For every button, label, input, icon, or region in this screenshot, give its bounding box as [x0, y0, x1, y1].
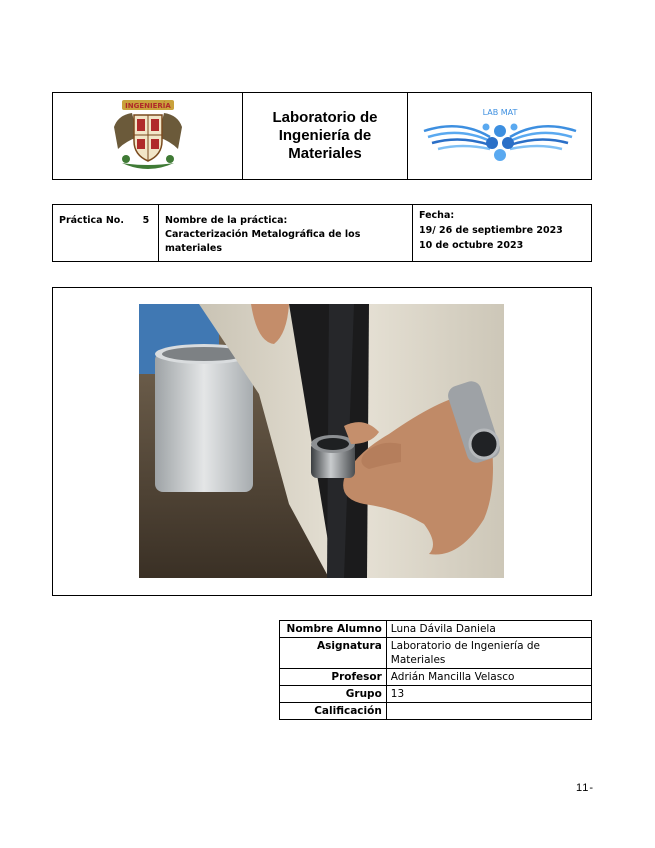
labmat-logo-icon: [420, 105, 580, 167]
table-row: [280, 621, 592, 638]
page-number: 11-: [576, 782, 595, 794]
grade-label: Calificación: [280, 703, 387, 720]
table-row: [280, 703, 592, 720]
table-row: [280, 686, 592, 703]
unam-engineering-logo-cell: [53, 93, 243, 179]
professor-value: Adrián Mancilla Velasco: [386, 669, 591, 686]
lab-title: [243, 93, 408, 179]
document-header: [52, 92, 592, 180]
lab-title-line-2: Ingeniería de: [278, 127, 372, 144]
student-name-value: Luna Dávila Daniela: [386, 621, 591, 638]
practice-number-label: Práctica No.: [59, 215, 124, 226]
unam-engineering-logo-icon: [108, 97, 188, 175]
practice-number-value: 5: [142, 215, 150, 226]
date-cell: [413, 205, 591, 261]
subject-label: Asignatura: [280, 638, 387, 669]
sample-photo: [139, 304, 504, 578]
table-row: [280, 669, 592, 686]
labmat-logo-text: LAB MAT: [482, 108, 517, 117]
sample-photo-illustration: [139, 304, 504, 578]
practice-info-row: [52, 204, 592, 262]
group-label: Grupo: [280, 686, 387, 703]
lab-title-line-3: Materiales: [288, 145, 362, 162]
practice-name-value: Caracterización Metalográfica de los materiales: [165, 229, 361, 254]
date-label: Fecha:: [419, 210, 455, 221]
practice-number-cell: [53, 205, 159, 261]
student-info-table: [279, 620, 592, 720]
grade-value: [386, 703, 591, 720]
labmat-logo-cell: [408, 93, 591, 179]
practice-name-label: Nombre de la práctica:: [165, 215, 288, 226]
group-value: 13: [386, 686, 591, 703]
professor-label: Profesor: [280, 669, 387, 686]
practice-name-cell: [159, 205, 413, 261]
student-name-label: Nombre Alumno: [280, 621, 387, 638]
logo-ribbon-text: INGENIERÍA: [124, 102, 171, 110]
date-line-1: 19/ 26 de septiembre 2023: [419, 225, 563, 236]
table-row: [280, 638, 592, 669]
lab-title-line-1: Laboratorio de: [272, 109, 378, 126]
subject-value: Laboratorio de Ingeniería de Materiales: [386, 638, 591, 669]
date-line-2: 10 de octubre 2023: [419, 240, 524, 251]
